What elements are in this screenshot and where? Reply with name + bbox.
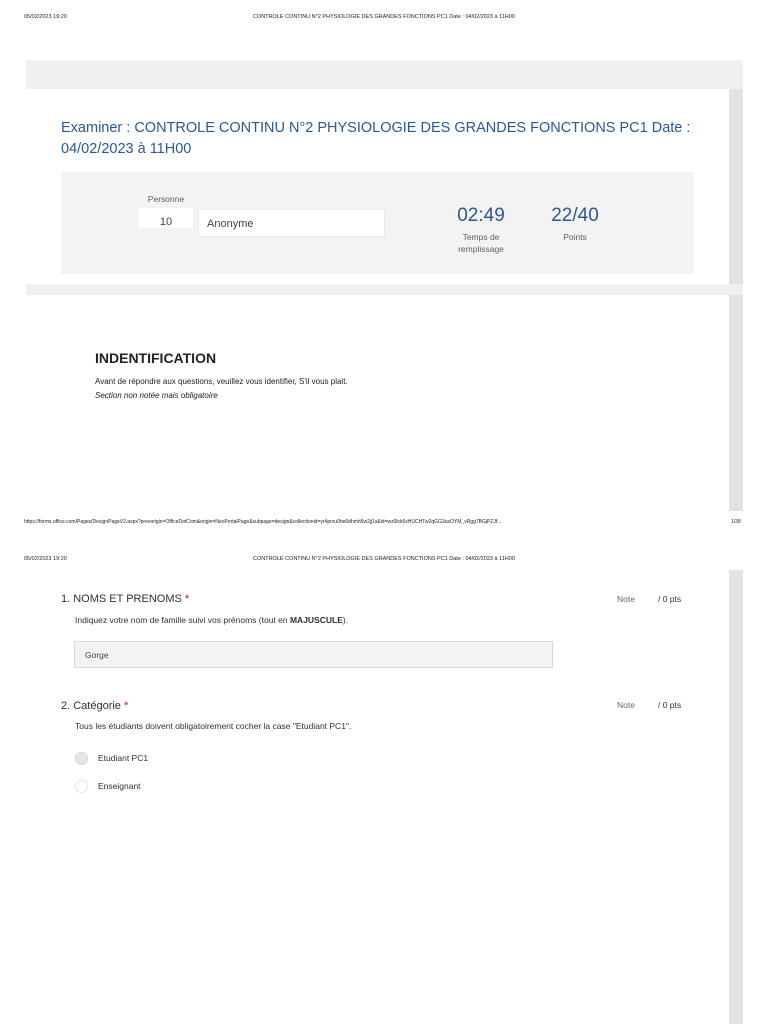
question-1-description: Indiquez votre nom de famille suivi vos prénoms (tout en MAJUSCULE). — [75, 615, 349, 625]
question-2-note-label: Note — [617, 700, 635, 710]
section-title: INDENTIFICATION — [95, 350, 217, 366]
fill-time-label: Temps de remplissage — [458, 232, 504, 254]
radio-option-label: Enseignant — [98, 781, 141, 791]
fill-time-value: 02:49 — [457, 205, 505, 226]
section-divider — [26, 284, 743, 295]
points-value: 22/40 — [551, 205, 599, 226]
radio-button-checked[interactable] — [75, 752, 88, 765]
response-summary-panel — [61, 172, 694, 274]
required-marker: * — [184, 593, 190, 605]
scrollbar-track[interactable] — [729, 89, 743, 511]
scrollbar-track[interactable] — [729, 570, 743, 1024]
question-1-answer-field[interactable]: Gorge — [74, 641, 553, 668]
radio-button[interactable] — [75, 780, 88, 793]
section-note: Section non notée mais obligatoire — [95, 391, 218, 400]
radio-option-label: Etudiant PC1 — [98, 753, 149, 763]
respondent-number: 10 — [139, 208, 193, 228]
respondent-name: Anonyme — [198, 209, 385, 237]
required-marker: * — [123, 700, 129, 712]
form-header-band — [26, 60, 743, 89]
question-1-note-label: Note — [617, 594, 635, 604]
points-label: Points — [563, 232, 587, 242]
section-description: Avant de répondre aux questions, veuillez vous identifier, S'il vous plait. — [95, 377, 348, 386]
print-url: https://forms.office.com/Pages/DesignPageV2.aspx?prevorigin=OfficeDotCom&origin=NeoPortalPage&subpage=design&collectionid=yr4prvu0he6dhmh5w2jj1s&id=wz0lck6xHUCHTw2qGG3usOYM_vRgg7BGjPZJf... — [24, 519, 502, 525]
print-header-title: CONTROLE CONTINU N°2 PHYSIOLOGIE DES GRANDES FONCTIONS PC1 Date : 04/02/2023 à 11H00 — [253, 14, 515, 20]
respondent-label: Personne — [147, 194, 185, 204]
print-datetime: 05/02/2023 19:20 — [24, 556, 67, 562]
question-2-points: / 0 pts — [658, 700, 682, 710]
print-datetime: 05/02/2023 19:20 — [24, 14, 67, 20]
question-2-description: Tous les étudiants doivent obligatoirement cocher la case "Etudiant PC1". — [75, 721, 352, 731]
question-1-points: / 0 pts — [658, 594, 682, 604]
print-header-title: CONTROLE CONTINU N°2 PHYSIOLOGIE DES GRANDES FONCTIONS PC1 Date : 04/02/2023 à 11H00 — [253, 556, 515, 562]
question-2-title: 2. Catégorie * — [61, 700, 129, 712]
form-title: Examiner : CONTROLE CONTINU N°2 PHYSIOLOGIE DES GRANDES FONCTIONS PC1 Date : 04/02/2023 à 11H00 — [61, 120, 691, 157]
question-1-title: 1. NOMS ET PRENOMS * — [61, 593, 190, 605]
print-page-number: 1/38 — [731, 519, 741, 525]
